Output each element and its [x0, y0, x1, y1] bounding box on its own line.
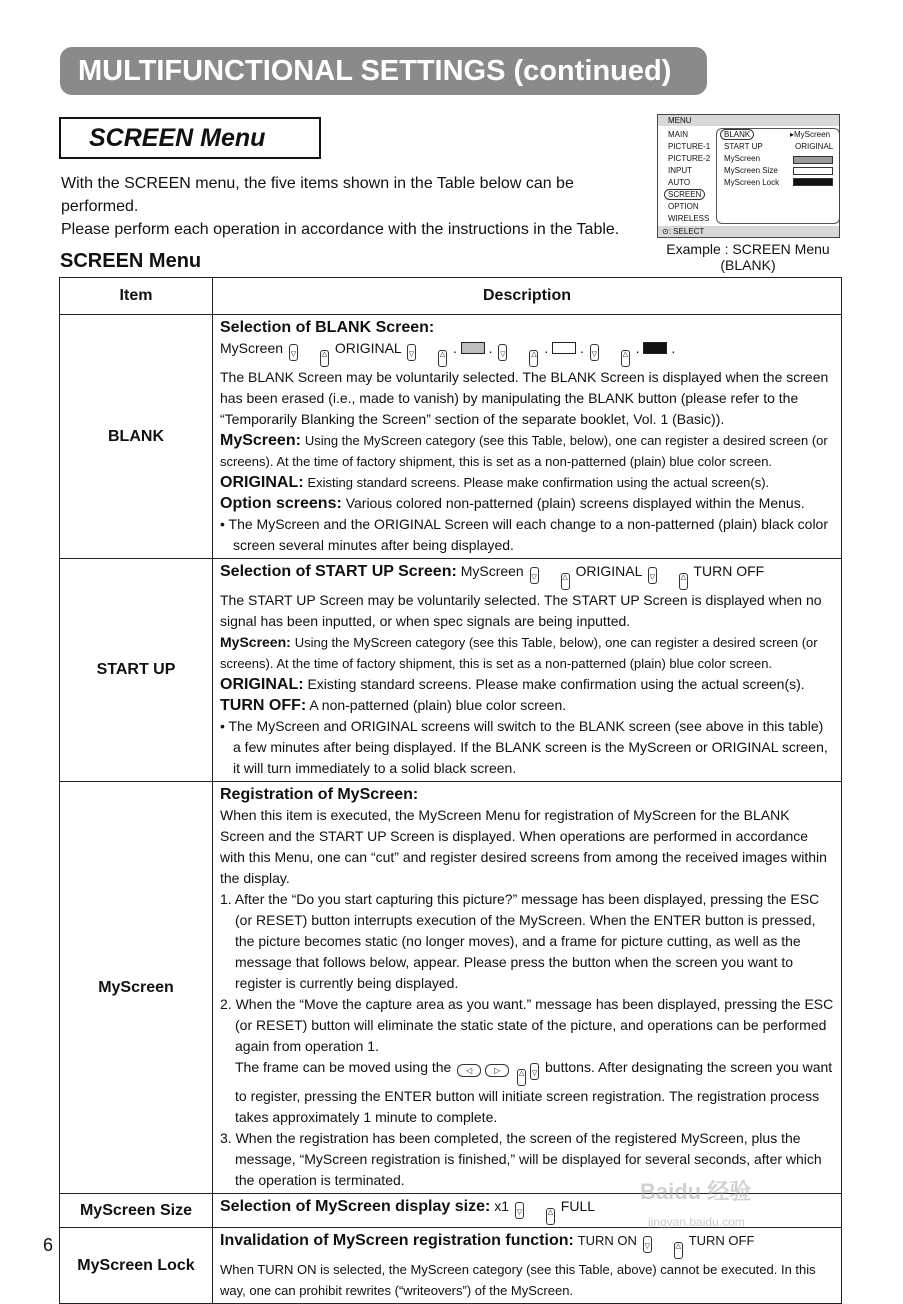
item-cell: START UP — [60, 559, 213, 782]
intro-line-2: Please perform each operation in accordance with the instructions in the Table. — [61, 221, 620, 238]
term-text: Various colored non-patterned (plain) screens displayed within the Menus. — [345, 495, 805, 511]
blank-original-note — [220, 472, 834, 493]
table-row-blank — [60, 315, 842, 559]
seq-label: x1 — [494, 1198, 509, 1214]
down-arrow-icon: ▽ — [530, 1063, 539, 1080]
up-arrow-icon: △ — [674, 1242, 683, 1259]
term-label: MyScreen: — [220, 432, 301, 449]
watermark-url: jingyan.baidu.com — [648, 1215, 745, 1229]
table-header-row — [60, 278, 842, 315]
seq-label: TURN OFF — [688, 1233, 755, 1248]
pointer-icon: ▸ — [790, 130, 795, 139]
up-arrow-icon: △ — [621, 350, 630, 367]
select-hint: : SELECT — [668, 227, 705, 236]
menu-item: AUTO — [668, 178, 691, 187]
step-text: buttons. After designating the screen you want to register, pressing the ENTER button will initiate screen registration. The registration process takes approximately 1 minute to complete. — [235, 1059, 833, 1125]
menu-item: OPTION — [668, 202, 699, 211]
down-arrow-icon: ▽ — [643, 1236, 652, 1253]
lock-paragraph: When TURN ON is selected, the MyScreen category (see this Table, above) cannot be executed. In this way, one can prohibit rewrites (“writeovers”) of the MyScreen. — [220, 1262, 816, 1298]
seq-label: ORIGINAL — [575, 563, 642, 579]
submenu-item: START UP — [724, 142, 763, 151]
down-arrow-icon: ▽ — [407, 344, 416, 361]
seq-label: MyScreen — [220, 340, 284, 356]
item-cell: BLANK — [60, 315, 213, 559]
item-cell: MyScreen — [60, 782, 213, 1194]
blank-title: Selection of BLANK Screen: — [220, 319, 435, 336]
myscreen-step-3: 3. When the registration has been completed, the screen of the registered MyScreen, plus the message, “MyScreen registration is finished,” will be displayed for several seconds, after which the operation is terminated. — [220, 1130, 822, 1188]
step-text: The frame can be moved using the — [235, 1059, 452, 1075]
term-label: TURN OFF: — [220, 697, 307, 714]
table-row-myscreen — [60, 782, 842, 1194]
blank-myscreen-note — [220, 430, 834, 472]
blank-sequence: MyScreen ▽ △ ORIGINAL ▽ △ . . ▽ △ . . ▽ △ . . — [220, 338, 834, 367]
up-arrow-icon: △ — [529, 350, 538, 367]
term-text: Existing standard screens. Please make confirmation using the actual screen(s). — [307, 676, 805, 692]
down-arrow-icon: ▽ — [648, 567, 657, 584]
lock-title-line — [220, 1230, 834, 1259]
seq-label: ORIGINAL — [334, 340, 402, 356]
myscreen-step-2-cont — [220, 1057, 834, 1128]
myscreen-step-1: 1. After the “Do you start capturing this picture?” message has been displayed, pressing the ESC (or RESET) button interrupts execution of the MyScreen. When the ENTER button is pressed, the picture becomes static (no longer moves), and a frame for picture cutting, as well as the message that follows below, appear. Please press the button when the screen you want to register is currently being displayed. — [220, 891, 820, 991]
term-text: Using the MyScreen category (see this Table, below), one can register a desired screen (or screens). At the time of factory shipment, this is set as a non-patterned (plain) blue color screen. — [220, 635, 818, 671]
column-header-description: Description — [213, 278, 842, 315]
up-arrow-icon: △ — [438, 350, 447, 367]
description-cell — [213, 782, 842, 1194]
blank-option-note — [220, 493, 834, 514]
menu-item: PICTURE-2 — [668, 154, 711, 163]
menu-item: INPUT — [668, 166, 692, 175]
seq-label: MyScreen — [460, 563, 524, 579]
size-title: Selection of MyScreen display size: — [220, 1198, 491, 1215]
table-heading: SCREEN Menu — [60, 250, 202, 272]
screen-menu-illustration — [657, 114, 840, 238]
description-cell — [213, 1228, 842, 1304]
startup-paragraph: The START UP Screen may be voluntarily selected. The START UP Screen is displayed when no signal has been inputted, or when spec signals are being inputted. — [220, 592, 822, 629]
down-arrow-icon: ▽ — [530, 567, 539, 584]
screen-menu-table — [59, 277, 842, 1304]
description-cell — [213, 559, 842, 782]
down-arrow-icon: ▽ — [515, 1202, 524, 1219]
term-label: ORIGINAL: — [220, 474, 304, 491]
gray-screen-swatch — [461, 342, 485, 354]
figure-caption-line-1: Example : SCREEN Menu — [666, 241, 830, 257]
option-swatch — [793, 178, 833, 186]
up-arrow-icon: △ — [517, 1069, 526, 1086]
seq-label: TURN ON — [577, 1233, 637, 1248]
left-arrow-icon: ◁ — [457, 1064, 481, 1077]
white-screen-swatch — [552, 342, 576, 354]
startup-bullet: • The MyScreen and ORIGINAL screens will switch to the BLANK screen (see above in this table) a few minutes after being displayed. If the BLANK screen is the MyScreen or ORIGINAL screen, it will turn immediately to a solid black screen. — [220, 718, 828, 776]
myscreen-paragraph: When this item is executed, the MyScreen Menu for registration of MyScreen for the BLANK Screen and the START UP Screen is displayed. When operations are performed in accordance with this Menu, one can “cut” and register desired screens from among the received images within the display. — [220, 807, 827, 886]
lock-title: Invalidation of MyScreen registration function: — [220, 1232, 574, 1249]
page-number: 6 — [43, 1235, 54, 1255]
intro-line-1: With the SCREEN menu, the five items shown in the Table below can be performed. — [61, 175, 574, 215]
menu-footer — [658, 226, 839, 237]
figure-caption — [652, 241, 844, 273]
option-item: ORIGINAL — [795, 142, 834, 151]
down-arrow-icon: ▽ — [498, 344, 507, 361]
submenu-item: MyScreen Size — [724, 166, 778, 175]
menu-item: PICTURE-1 — [668, 142, 711, 151]
table-row-start-up — [60, 559, 842, 782]
menu-item-selected: SCREEN — [664, 189, 705, 200]
seq-label: FULL — [560, 1198, 596, 1214]
option-swatch — [793, 156, 833, 164]
down-arrow-icon: ▽ — [590, 344, 599, 361]
black-screen-swatch — [643, 342, 667, 354]
startup-myscreen-note — [220, 632, 834, 674]
main-menu-list — [668, 129, 710, 225]
startup-turnoff-note — [220, 695, 834, 716]
up-arrow-icon: △ — [561, 573, 570, 590]
startup-title-line — [220, 561, 834, 590]
seq-label: TURN OFF — [693, 563, 765, 579]
myscreen-title: Registration of MyScreen: — [220, 786, 419, 803]
blank-options-list — [790, 129, 836, 186]
item-cell: MyScreen Lock — [60, 1228, 213, 1304]
myscreen-step-2: 2. When the “Move the capture area as you want.” message has been displayed, pressing the ESC (or RESET) button will eliminate the static state of the picture, and operations can be performed again from operation 1. — [220, 996, 834, 1054]
submenu-item-selected: BLANK — [720, 129, 754, 140]
term-label: MyScreen: — [220, 634, 291, 650]
submenu-item: MyScreen — [724, 154, 761, 163]
up-arrow-icon: △ — [546, 1208, 555, 1225]
select-icon: ⊙ — [662, 227, 669, 236]
watermark: Baidu 经验 — [640, 1179, 752, 1204]
term-label: ORIGINAL: — [220, 676, 304, 693]
term-label: Option screens: — [220, 495, 342, 512]
screen-submenu-list — [724, 129, 779, 189]
item-cell: MyScreen Size — [60, 1194, 213, 1228]
menu-header: MENU — [658, 115, 839, 126]
figure-caption-line-2: (BLANK) — [720, 257, 776, 273]
term-text: Existing standard screens. Please make confirmation using the actual screen(s). — [307, 475, 770, 490]
term-text: A non-patterned (plain) blue color screen. — [309, 697, 567, 713]
option-swatch — [793, 167, 833, 175]
column-header-item: Item — [60, 278, 213, 315]
down-arrow-icon: ▽ — [289, 344, 298, 361]
blank-bullet: • The MyScreen and the ORIGINAL Screen will each change to a non-patterned (plain) black color screen several minutes after being displayed. — [220, 516, 829, 553]
submenu-item: MyScreen Lock — [724, 178, 780, 187]
table-row-myscreen-lock — [60, 1228, 842, 1304]
intro-text — [61, 172, 651, 241]
startup-original-note — [220, 674, 834, 695]
startup-title: Selection of START UP Screen: — [220, 563, 457, 580]
page-title: MULTIFUNCTIONAL SETTINGS (continued) — [60, 47, 707, 95]
blank-paragraph: The BLANK Screen may be voluntarily selected. The BLANK Screen is displayed when the screen has been erased (i.e., made to vanish) by manipulating the BLANK button (please refer to the “Temporarily Blanking the Screen” section of the separate booklet, Vol. 1 (Basic)). — [220, 369, 829, 427]
menu-item: MAIN — [668, 130, 688, 139]
option-item: MyScreen — [794, 130, 831, 139]
term-text: Using the MyScreen category (see this Table, below), one can register a desired screen (or screens). At the time of factory shipment, this is set as a non-patterned (plain) blue color screen. — [220, 433, 828, 469]
description-cell — [213, 315, 842, 559]
section-title: SCREEN Menu — [59, 117, 321, 159]
right-arrow-icon: ▷ — [485, 1064, 509, 1077]
up-arrow-icon: △ — [679, 573, 688, 590]
up-arrow-icon: △ — [320, 350, 329, 367]
menu-item: WIRELESS — [668, 214, 710, 223]
